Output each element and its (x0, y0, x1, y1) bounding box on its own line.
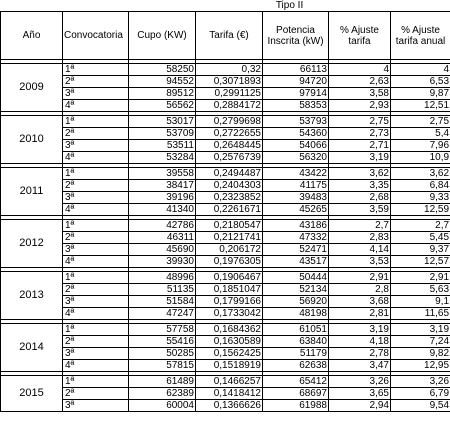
ajuste-cell: 2,94 (329, 400, 391, 412)
convocatoria-cell: 2ª (63, 284, 129, 296)
potencia-cell: 62638 (263, 360, 329, 372)
convocatoria-cell: 3ª (63, 192, 129, 204)
ajuste-cell: 4 (329, 64, 391, 76)
table-row (1, 76, 450, 88)
ajuste-anual-cell: 9,37 (391, 244, 450, 256)
potencia-cell: 41175 (263, 180, 329, 192)
table-row (1, 400, 450, 412)
ajuste-anual-cell: 9,33 (391, 192, 450, 204)
potencia-cell: 63840 (263, 336, 329, 348)
cupo-cell: 53284 (129, 152, 196, 164)
convocatoria-cell: 3ª (63, 244, 129, 256)
tarifa-cell: 0,2180547 (196, 220, 263, 232)
potencia-cell: 45265 (263, 204, 329, 216)
ajuste-anual-cell: 3,19 (391, 324, 450, 336)
tarifa-cell: 0,2494487 (196, 168, 263, 180)
convocatoria-cell: 1ª (63, 220, 129, 232)
potencia-cell: 53793 (263, 116, 329, 128)
cupo-cell: 57758 (129, 324, 196, 336)
table-row (1, 152, 450, 164)
convocatoria-cell: 1ª (63, 168, 129, 180)
ajuste-anual-cell: 12,95 (391, 360, 450, 372)
tarifa-cell: 0,32 (196, 64, 263, 76)
tarifa-cell: 0,2576739 (196, 152, 263, 164)
convocatoria-cell: 4ª (63, 204, 129, 216)
potencia-cell: 47332 (263, 232, 329, 244)
convocatoria-cell: 4ª (63, 360, 129, 372)
ajuste-anual-cell: 2,7 (391, 220, 450, 232)
table-row (1, 116, 450, 128)
col-header-potencia: Potencia Inscrita (kW) (263, 12, 329, 60)
year-cell: 2014 (1, 324, 63, 372)
table-row (1, 308, 450, 320)
col-header-tarifa: Tarifa (€) (196, 12, 263, 60)
ajuste-cell: 2,8 (329, 284, 391, 296)
potencia-cell: 56920 (263, 296, 329, 308)
ajuste-anual-cell: 12,59 (391, 204, 450, 216)
cupo-cell: 53017 (129, 116, 196, 128)
table-row (1, 348, 450, 360)
table-row (1, 284, 450, 296)
tarifa-cell: 0,2799698 (196, 116, 263, 128)
convocatoria-cell: 3ª (63, 140, 129, 152)
cupo-cell: 56562 (129, 100, 196, 112)
ajuste-anual-cell: 7,96 (391, 140, 450, 152)
convocatoria-cell: 1ª (63, 116, 129, 128)
potencia-cell: 43517 (263, 256, 329, 268)
col-header-ajuste: % Ajuste tarifa (329, 12, 391, 60)
table-row (1, 140, 450, 152)
ajuste-anual-cell: 7,24 (391, 336, 450, 348)
cupo-cell: 41340 (129, 204, 196, 216)
year-cell: 2012 (1, 220, 63, 268)
potencia-cell: 54066 (263, 140, 329, 152)
table-row (1, 336, 450, 348)
table-row (1, 244, 450, 256)
ajuste-anual-cell: 5,45 (391, 232, 450, 244)
tarifa-cell: 0,3071893 (196, 76, 263, 88)
ajuste-cell: 3,62 (329, 168, 391, 180)
ajuste-anual-cell: 4 (391, 64, 450, 76)
potencia-cell: 51179 (263, 348, 329, 360)
tarifa-cell: 0,2722655 (196, 128, 263, 140)
convocatoria-cell: 2ª (63, 388, 129, 400)
tarifa-cell: 0,1418412 (196, 388, 263, 400)
ajuste-cell: 3,35 (329, 180, 391, 192)
cupo-cell: 47247 (129, 308, 196, 320)
ajuste-anual-cell: 9,82 (391, 348, 450, 360)
potencia-cell: 61988 (263, 400, 329, 412)
potencia-cell: 58353 (263, 100, 329, 112)
header-spacer (1, 0, 63, 12)
ajuste-cell: 3,65 (329, 388, 391, 400)
ajuste-cell: 2,7 (329, 220, 391, 232)
potencia-cell: 52471 (263, 244, 329, 256)
ajuste-cell: 2,75 (329, 116, 391, 128)
table-row (1, 128, 450, 140)
col-header-ajuste-anual: % Ajuste tarifa anual (391, 12, 450, 60)
convocatoria-cell: 3ª (63, 88, 129, 100)
convocatoria-cell: 2ª (63, 76, 129, 88)
col-header-anio: Año (1, 12, 63, 60)
header-row-top (1, 0, 450, 12)
cupo-cell: 60004 (129, 400, 196, 412)
header-spacer (63, 0, 129, 12)
potencia-cell: 94720 (263, 76, 329, 88)
potencia-cell: 48198 (263, 308, 329, 320)
potencia-cell: 50444 (263, 272, 329, 284)
convocatoria-cell: 2ª (63, 336, 129, 348)
year-cell: 2009 (1, 64, 63, 112)
tarifa-cell: 0,1906467 (196, 272, 263, 284)
tarifa-cell: 0,1518919 (196, 360, 263, 372)
tarifa-cell: 0,1562425 (196, 348, 263, 360)
tarifa-cell: 0,1366626 (196, 400, 263, 412)
ajuste-cell: 2,83 (329, 232, 391, 244)
ajuste-cell: 2,93 (329, 100, 391, 112)
potencia-cell: 43422 (263, 168, 329, 180)
cupo-cell: 62389 (129, 388, 196, 400)
potencia-cell: 68697 (263, 388, 329, 400)
ajuste-anual-cell: 6,84 (391, 180, 450, 192)
ajuste-cell: 2,63 (329, 76, 391, 88)
ajuste-anual-cell: 9,54 (391, 400, 450, 412)
tarifa-cell: 0,1684362 (196, 324, 263, 336)
convocatoria-cell: 2ª (63, 180, 129, 192)
tarifa-cell: 0,2121741 (196, 232, 263, 244)
potencia-cell: 61051 (263, 324, 329, 336)
cupo-cell: 38417 (129, 180, 196, 192)
convocatoria-cell: 3ª (63, 296, 129, 308)
tarifa-cell: 0,1976305 (196, 256, 263, 268)
header-row (1, 12, 450, 60)
convocatoria-cell: 3ª (63, 348, 129, 360)
tarifa-cell: 0,1799166 (196, 296, 263, 308)
potencia-cell: 39483 (263, 192, 329, 204)
table-row (1, 388, 450, 400)
ajuste-anual-cell: 5,4 (391, 128, 450, 140)
table-row (1, 232, 450, 244)
cupo-cell: 53511 (129, 140, 196, 152)
tipo-header: Tipo II (129, 0, 450, 12)
table-row (1, 324, 450, 336)
ajuste-anual-cell: 9,87 (391, 88, 450, 100)
table-row (1, 220, 450, 232)
table-row (1, 168, 450, 180)
col-header-convocatoria: Convocatoria (63, 12, 129, 60)
tarifa-cell: 0,2648445 (196, 140, 263, 152)
table-row (1, 256, 450, 268)
tarifa-cell: 0,1851047 (196, 284, 263, 296)
convocatoria-cell: 1ª (63, 324, 129, 336)
potencia-cell: 54360 (263, 128, 329, 140)
cupo-cell: 39558 (129, 168, 196, 180)
tarifa-cell: 0,1630589 (196, 336, 263, 348)
convocatoria-cell: 4ª (63, 152, 129, 164)
year-cell: 2010 (1, 116, 63, 164)
tarifa-cell: 0,2323852 (196, 192, 263, 204)
ajuste-cell: 3,58 (329, 88, 391, 100)
potencia-cell: 65412 (263, 376, 329, 388)
tarifa-cell: 0,2991125 (196, 88, 263, 100)
cupo-cell: 58250 (129, 64, 196, 76)
cupo-cell: 51135 (129, 284, 196, 296)
ajuste-anual-cell: 6,79 (391, 388, 450, 400)
ajuste-cell: 3,47 (329, 360, 391, 372)
potencia-cell: 56320 (263, 152, 329, 164)
table-row (1, 272, 450, 284)
cupo-cell: 55416 (129, 336, 196, 348)
ajuste-anual-cell: 3,26 (391, 376, 450, 388)
tarifa-cell: 0,2404303 (196, 180, 263, 192)
ajuste-cell: 2,73 (329, 128, 391, 140)
table-row (1, 204, 450, 216)
ajuste-anual-cell: 9,1 (391, 296, 450, 308)
cupo-cell: 53709 (129, 128, 196, 140)
cupo-cell: 45690 (129, 244, 196, 256)
year-cell: 2011 (1, 168, 63, 216)
convocatoria-cell: 4ª (63, 256, 129, 268)
ajuste-cell: 3,19 (329, 324, 391, 336)
ajuste-cell: 4,14 (329, 244, 391, 256)
ajuste-cell: 2,81 (329, 308, 391, 320)
cupo-cell: 46311 (129, 232, 196, 244)
convocatoria-cell: 1ª (63, 64, 129, 76)
cupo-cell: 94552 (129, 76, 196, 88)
ajuste-anual-cell: 2,91 (391, 272, 450, 284)
table-row (1, 100, 450, 112)
convocatoria-cell: 2ª (63, 232, 129, 244)
table-row (1, 88, 450, 100)
ajuste-anual-cell: 6,53 (391, 76, 450, 88)
potencia-cell: 52134 (263, 284, 329, 296)
cupo-cell: 61489 (129, 376, 196, 388)
potencia-cell: 66113 (263, 64, 329, 76)
col-header-cupo: Cupo (KW) (129, 12, 196, 60)
ajuste-cell: 2,91 (329, 272, 391, 284)
potencia-cell: 43186 (263, 220, 329, 232)
ajuste-anual-cell: 5,63 (391, 284, 450, 296)
cupo-cell: 39930 (129, 256, 196, 268)
ajuste-anual-cell: 2,75 (391, 116, 450, 128)
ajuste-cell: 2,78 (329, 348, 391, 360)
table-row (1, 296, 450, 308)
ajuste-cell: 4,18 (329, 336, 391, 348)
cupo-cell: 51584 (129, 296, 196, 308)
convocatoria-cell: 1ª (63, 272, 129, 284)
tarifa-cell: 0,1733042 (196, 308, 263, 320)
year-cell: 2013 (1, 272, 63, 320)
convocatoria-cell: 3ª (63, 400, 129, 412)
convocatoria-cell: 2ª (63, 128, 129, 140)
table-row (1, 360, 450, 372)
convocatoria-cell: 4ª (63, 100, 129, 112)
ajuste-cell: 2,71 (329, 140, 391, 152)
table-row (1, 180, 450, 192)
table-row (1, 376, 450, 388)
tarifa-cell: 0,2884172 (196, 100, 263, 112)
ajuste-cell: 3,59 (329, 204, 391, 216)
year-cell: 2015 (1, 376, 63, 412)
cupo-cell: 57815 (129, 360, 196, 372)
tarifa-cell: 0,206172 (196, 244, 263, 256)
ajuste-cell: 3,19 (329, 152, 391, 164)
convocatoria-cell: 1ª (63, 376, 129, 388)
ajuste-anual-cell: 12,57 (391, 256, 450, 268)
ajuste-cell: 2,68 (329, 192, 391, 204)
ajuste-anual-cell: 3,62 (391, 168, 450, 180)
cupo-cell: 39196 (129, 192, 196, 204)
ajuste-anual-cell: 12,51 (391, 100, 450, 112)
table-row (1, 192, 450, 204)
ajuste-anual-cell: 11,65 (391, 308, 450, 320)
cupo-cell: 50285 (129, 348, 196, 360)
convocatoria-cell: 4ª (63, 308, 129, 320)
ajuste-cell: 3,26 (329, 376, 391, 388)
ajuste-cell: 3,53 (329, 256, 391, 268)
tarifa-cell: 0,1466257 (196, 376, 263, 388)
potencia-cell: 97914 (263, 88, 329, 100)
ajuste-anual-cell: 10,9 (391, 152, 450, 164)
ajuste-cell: 3,68 (329, 296, 391, 308)
cupo-cell: 42786 (129, 220, 196, 232)
tarifa-cell: 0,2261671 (196, 204, 263, 216)
table-row (1, 64, 450, 76)
cupo-cell: 89512 (129, 88, 196, 100)
cupo-cell: 48996 (129, 272, 196, 284)
